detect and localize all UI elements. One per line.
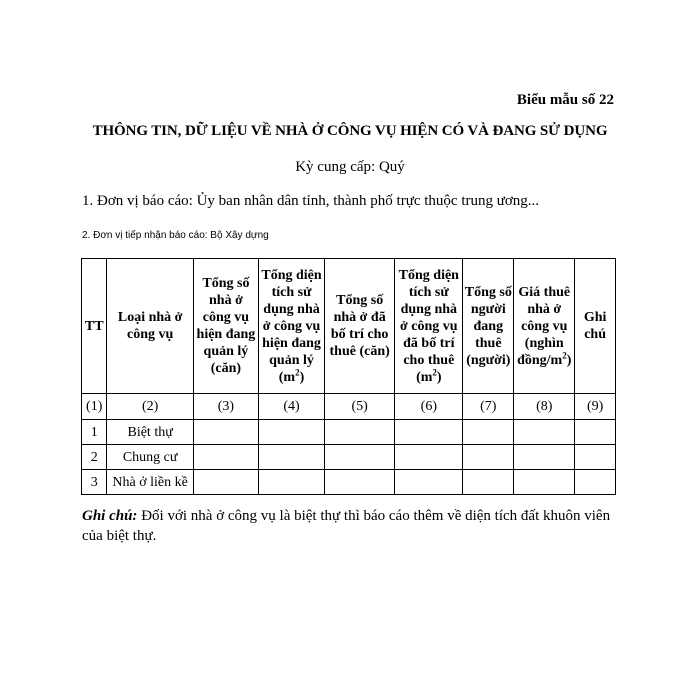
column-index: (6) [395,394,463,420]
column-index-row [82,394,616,420]
empty-cell [395,420,463,445]
empty-cell [514,420,575,445]
header-notes: Ghi chú [575,259,616,394]
empty-cell [193,420,258,445]
column-index: (2) [107,394,193,420]
housing-data-table [81,258,616,495]
row-number: 1 [82,420,107,445]
empty-cell [258,445,324,470]
table-header-row [82,259,616,394]
empty-cell [463,420,514,445]
header-rented-area [395,259,463,394]
empty-cell [514,470,575,495]
document-title: THÔNG TIN, DỮ LIỆU VỀ NHÀ Ở CÔNG VỤ HIỆN CÓ VÀ ĐANG SỬ DỤNG [92,123,608,139]
row-number: 3 [82,470,107,495]
empty-cell [514,445,575,470]
header-rent-price: Giá thuê nhà ở công vụ (nghìn đồng/$m^2$) [514,259,575,394]
header-tt: TT [82,259,107,394]
housing-type-cell: Chung cư [107,445,193,470]
column-index: (1) [82,394,107,420]
empty-cell [463,445,514,470]
header-housing-type: Loại nhà ở công vụ [107,259,193,394]
column-index: (4) [258,394,324,420]
row-number: 2 [82,445,107,470]
column-index: (3) [193,394,258,420]
empty-cell [193,470,258,495]
header-total-area-unit: $(m^2)$ [278,366,305,385]
header-total-area [258,259,324,394]
empty-cell [463,470,514,495]
empty-cell [395,470,463,495]
empty-cell [575,470,616,495]
column-index: (7) [463,394,514,420]
column-index: (8) [514,394,575,420]
header-rented-area-unit: $(m^2)$ [416,366,442,385]
table-row [82,445,616,470]
reporting-unit: 1. Đơn vị báo cáo: Ủy ban nhân dân tỉnh, thành phố trực thuộc trung ương... [82,193,540,209]
header-total-units: Tổng số nhà ở công vụ hiện đang quản lý (căn) [193,259,258,394]
empty-cell [575,420,616,445]
footnote [82,506,622,546]
reporting-period: Kỳ cung cấp: Quý [295,159,405,175]
header-total-area-text: Tổng diện tích sử dụng nhà ở công vụ hiện đang quản lý [261,267,322,368]
housing-type-cell: Nhà ở liền kề [107,470,193,495]
header-tenants: Tổng số người đang thuê (người) [463,259,514,394]
footnote-text: Đối với nhà ở công vụ là biệt thự thì báo cáo thêm về diện tích đất khuôn viên của biệt thự. [82,508,611,544]
empty-cell [258,420,324,445]
footnote-label: Ghi chú: [82,508,138,524]
column-index: (5) [325,394,395,420]
empty-cell [193,445,258,470]
empty-cell [258,470,324,495]
empty-cell [325,445,395,470]
housing-type-cell: Biệt thự [107,420,193,445]
header-rented-units: Tổng số nhà ở đã bố trí cho thuê (căn) [325,259,395,394]
table-row [82,420,616,445]
receiving-unit: 2. Đơn vị tiếp nhận báo cáo: Bộ Xây dựng [82,230,269,241]
form-number: Biểu mẫu số 22 [516,92,614,108]
empty-cell [325,470,395,495]
empty-cell [395,445,463,470]
header-rented-area-text: Tổng diện tích sử dụng nhà ở công vụ đã bố trí cho thuê [398,267,459,368]
column-index: (9) [575,394,616,420]
empty-cell [325,420,395,445]
table-row [82,470,616,495]
empty-cell [575,445,616,470]
